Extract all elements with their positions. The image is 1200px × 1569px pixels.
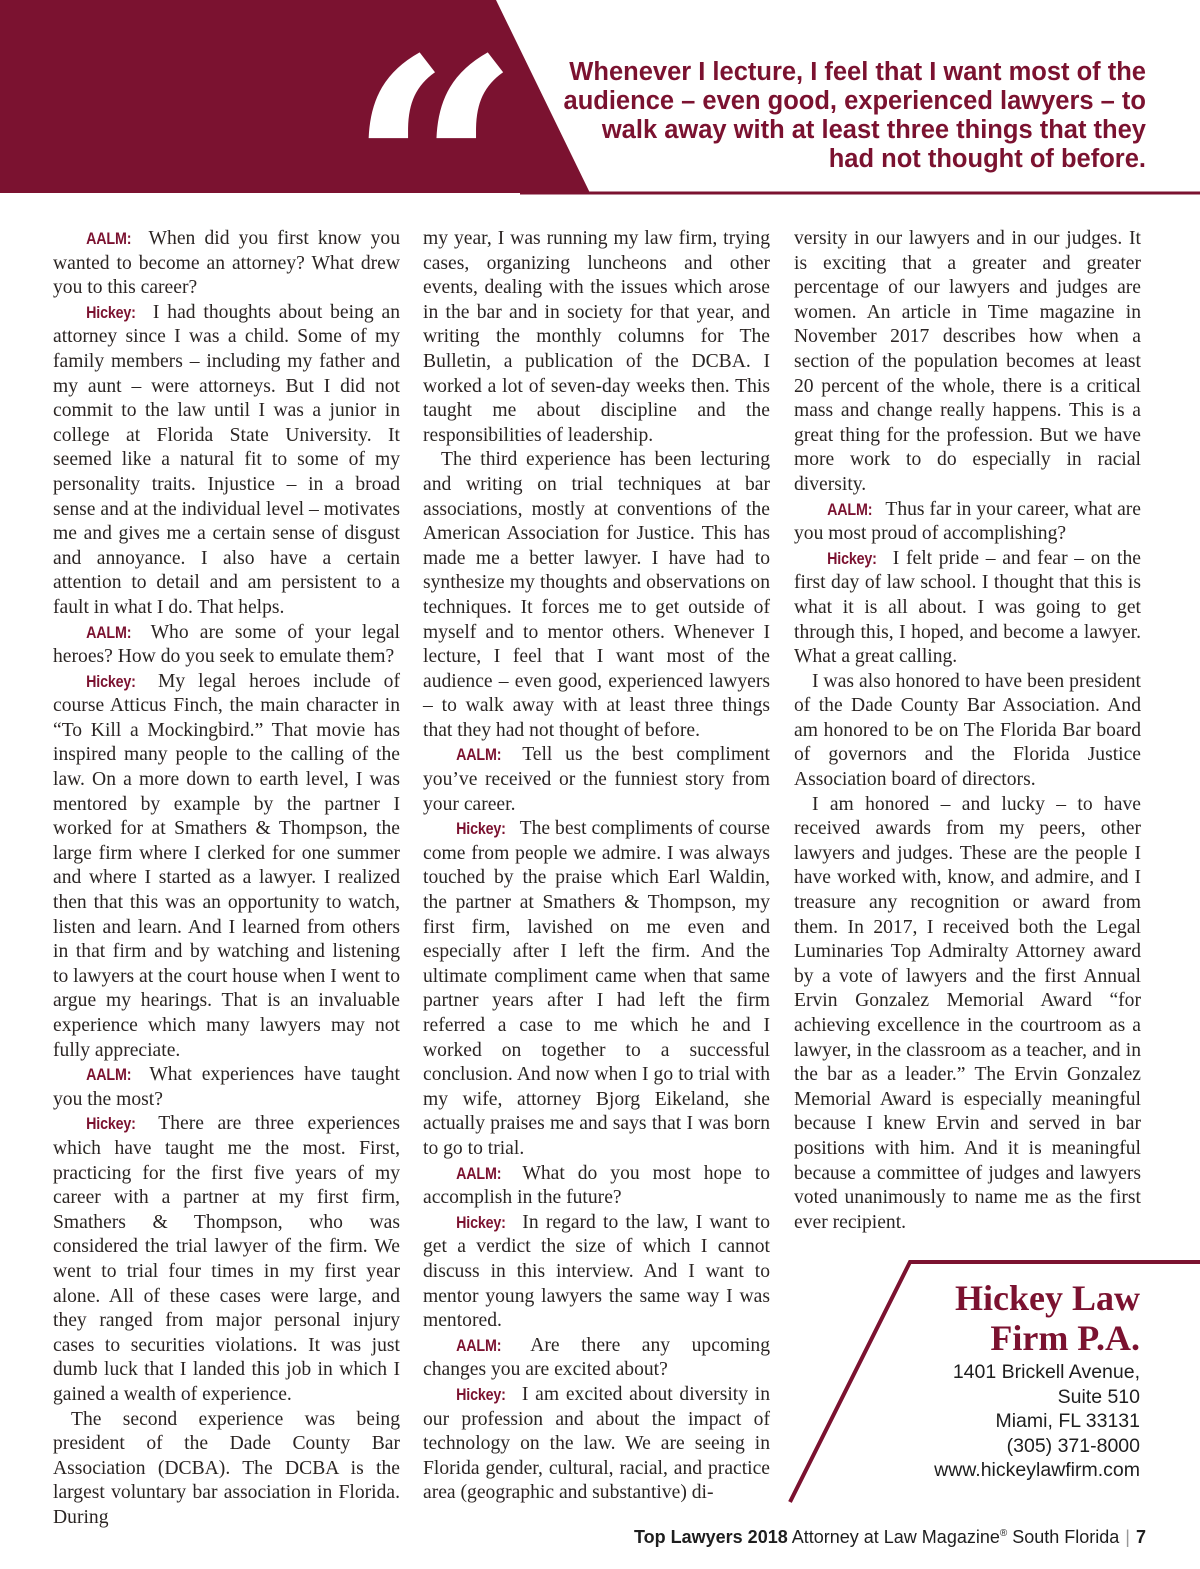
- paragraph-text: When did you first know you wanted to become an attorney? What drew you to this career?: [53, 228, 400, 299]
- speaker-label-hickey: Hickey:: [86, 1114, 136, 1134]
- answer-paragraph: [794, 547, 1141, 670]
- article-column-2: [423, 227, 770, 1517]
- speaker-label-aalm: AALM:: [86, 622, 132, 642]
- speaker-label-hickey: Hickey:: [827, 548, 877, 568]
- paragraph-text: Who are some of your legal heroes? How do you seek to emulate them?: [53, 621, 400, 668]
- footer-separator: |: [1125, 1527, 1130, 1547]
- answer-paragraph: [423, 1383, 770, 1506]
- page-footer: [634, 1527, 1146, 1548]
- paragraph-text: I had thoughts about being an attorney since I was a child. Some of my family members – including my father and my aunt – were attorneys. But I did not commit to the law until I was a junior in college at Florida State University. It seemed like a natural fit to some of my personality traits. Injustice – in a broad sense and at the individual level – motivates me and gives me a certain sense of disgust and annoyance. I also have a certain attention to detail and am persistent to a fault in what I do. That helps.: [53, 301, 400, 618]
- body-paragraph: The second experience was being president of the Dade County Bar Association (DCBA). The DCBA is the largest voluntary bar association in Florida. During: [53, 1408, 400, 1528]
- body-paragraph: my year, I was running my law firm, trying cases, organizing luncheons and other events, dealing with the issues which arose in the bar and in society for that year, and writing the monthly columns for The Bulletin, a publication of the DCBA. I worked a lot of seven-day weeks then. This taught me about discipline and the responsibilities of leadership.: [423, 228, 770, 446]
- question-paragraph: [423, 743, 770, 817]
- speaker-label-hickey: Hickey:: [456, 1212, 506, 1232]
- paragraph-text: What experiences have taught you the most?: [53, 1064, 400, 1110]
- speaker-label-aalm: AALM:: [456, 1163, 502, 1183]
- body-paragraph: The third experience has been lecturing and writing on trial techniques at bar associations, mostly at conventions of the American Association for Justice. This has made me a better lawyer. I have had to synthesize my thoughts and observations on techniques. It forces me to get outside of myself and to mentor others. Whenever I lecture, I feel that I want most of the audience – even good, experienced lawyers – to walk away with at least three things that they had not thought of before.: [423, 449, 770, 741]
- answer-paragraph: [53, 670, 400, 1064]
- paragraph-text: Thus far in your career, what are you most proud of accomplishing?: [794, 498, 1141, 545]
- paragraph-text: I am excited about diversity in our profession and about the impact of technology on the law. We are seeing in Florida gender, cultural, racial, and practice area (geographic and substantive) di-: [423, 1383, 770, 1504]
- speaker-label-hickey: Hickey:: [456, 819, 506, 839]
- body-paragraph: I am honored – and lucky – to have received awards from my peers, other lawyers and judges. These are the people I have worked with, know, and admire, and I treasure any recognition or award from them. In 2017, I received both the Legal Luminaries Top Admiralty Attorney award by a vote of lawyers and the first Annual Ervin Gonzalez Memorial Award “for achieving excellence in the courtroom as a lawyer, in the classroom as a teacher, and in the bar as a leader.” The Ervin Gonzalez Memorial Award is especially meaningful because I knew Ervin and served in bar positions with him. And it is meaningful because a committee of judges and lawyers voted unanimously to name me as the first ever recipient.: [794, 793, 1141, 1233]
- article-column-1: [53, 227, 400, 1528]
- speaker-label-aalm: AALM:: [456, 1335, 502, 1355]
- footer-publication-bold: Top Lawyers 2018: [633, 1527, 788, 1547]
- speaker-label-aalm: AALM:: [456, 745, 502, 765]
- pull-quote: Whenever I lecture, I feel that I want most of the audience – even good, experienced lawyers – to walk away with at least three things that they had not thought of before.: [563, 58, 1146, 173]
- question-paragraph: [53, 227, 400, 301]
- paragraph-text: I felt pride – and fear – on the first day of law school. I thought that this is what it is all about. I was going to get through this, I hoped, and become a lawyer. What a great calling.: [794, 547, 1141, 668]
- phone-number: (305) 371-8000: [1006, 1434, 1140, 1457]
- paragraph-text: What do you most hope to accomplish in the future?: [423, 1162, 770, 1209]
- answer-paragraph: [423, 1211, 770, 1334]
- footer-publication: Attorney at Law Magazine: [787, 1527, 1000, 1547]
- address-city: Miami, FL 33131: [995, 1410, 1140, 1432]
- answer-paragraph: [53, 301, 400, 621]
- paragraph-text: There are three experiences which have taught me the most. First, practicing for the first five years of my career with a partner at my first firm, Smathers & Thompson, who was considered the trial lawyer of the firm. We went to trial four times in my first year alone. All of these cases were large, and they ranged from major personal injury cases to securities violations. It was just dumb luck that I landed this job in which I gained a wealth of experience.: [53, 1113, 400, 1405]
- question-paragraph: [53, 1063, 400, 1112]
- speaker-label-aalm: AALM:: [86, 229, 132, 248]
- question-paragraph: [423, 1334, 770, 1383]
- answer-paragraph: [423, 817, 770, 1161]
- firm-name-line-1: Hickey Law: [955, 1278, 1140, 1318]
- paragraph-text: In regard to the law, I want to get a verdict the size of which I cannot discuss in this interview. And I want to mentor young lawyers the same way I was mentored.: [423, 1211, 770, 1332]
- firm-name: [840, 1278, 1140, 1358]
- page-number: 7: [1135, 1527, 1146, 1547]
- speaker-label-aalm: AALM:: [86, 1065, 132, 1085]
- paragraph-text: Are there any upcoming changes you are excited about?: [423, 1334, 770, 1381]
- quotation-mark-icon: “: [348, 0, 521, 346]
- website-link[interactable]: www.hickeylawfirm.com: [934, 1459, 1140, 1481]
- question-paragraph: [53, 621, 400, 670]
- body-paragraph: versity in our lawyers and in our judges. It is exciting that a greater and greater percentage of our lawyers and judges are women. An article in Time magazine in November 2017 describes how when a section of the population becomes at least 20 percent of the whole, there is a critical mass and change really happens. This is a great thing for the profession. But we have more work to do especially in racial diversity.: [794, 228, 1141, 495]
- firm-name-line-2: Firm P.A.: [990, 1318, 1140, 1358]
- paragraph-text: Tell us the best compliment you’ve received or the funniest story from your career.: [423, 744, 770, 815]
- paragraph-text: My legal heroes include of course Atticus Finch, the main character in “To Kill a Mockingbird.” That movie has inspired many people to the calling of the law. On a more down to earth level, I was mentored by example by the partner I worked for at Smathers & Thompson, the large firm where I clerked for one summer and where I started as a lawyer. I realized then that this was an opportunity to watch, listen and learn. And I learned from others in that firm and by watching and listening to lawyers at the court house when I went to argue my hearings. That is an invaluable experience which many lawyers may not fully appreciate.: [53, 670, 400, 1061]
- answer-paragraph: [53, 1112, 400, 1407]
- speaker-label-hickey: Hickey:: [86, 302, 136, 322]
- speaker-label-aalm: AALM:: [827, 499, 873, 519]
- firm-info-box: [790, 1258, 1200, 1503]
- speaker-label-hickey: Hickey:: [86, 671, 136, 691]
- address-line-2: Suite 510: [1057, 1385, 1140, 1408]
- registered-mark: ®: [999, 1528, 1008, 1539]
- body-paragraph: I was also honored to have been president of the Dade County Bar Association. And am honored to be on The Florida Bar board of governors and the Florida Justice Association board of directors.: [794, 670, 1141, 791]
- address-line-1: 1401 Brickell Avenue,: [952, 1361, 1140, 1383]
- question-paragraph: [794, 498, 1141, 547]
- paragraph-text: The best compliments of course come from people we admire. I was always touched by the praise which Earl Waldin, the partner at Smathers & Thompson, my first firm, lavished on me even and especially after I left the firm. And the ultimate compliment came when that same partner years after I had left the firm referred a case to me which he and I worked on together to a successful conclusion. And now when I go to trial with my wife, attorney Bjorg Eikeland, she actually praises me and says that I was born to go to trial.: [423, 818, 770, 1159]
- footer-region: South Florida: [1007, 1527, 1120, 1547]
- speaker-label-hickey: Hickey:: [456, 1384, 506, 1404]
- question-paragraph: [423, 1162, 770, 1211]
- firm-contact: [820, 1360, 1140, 1483]
